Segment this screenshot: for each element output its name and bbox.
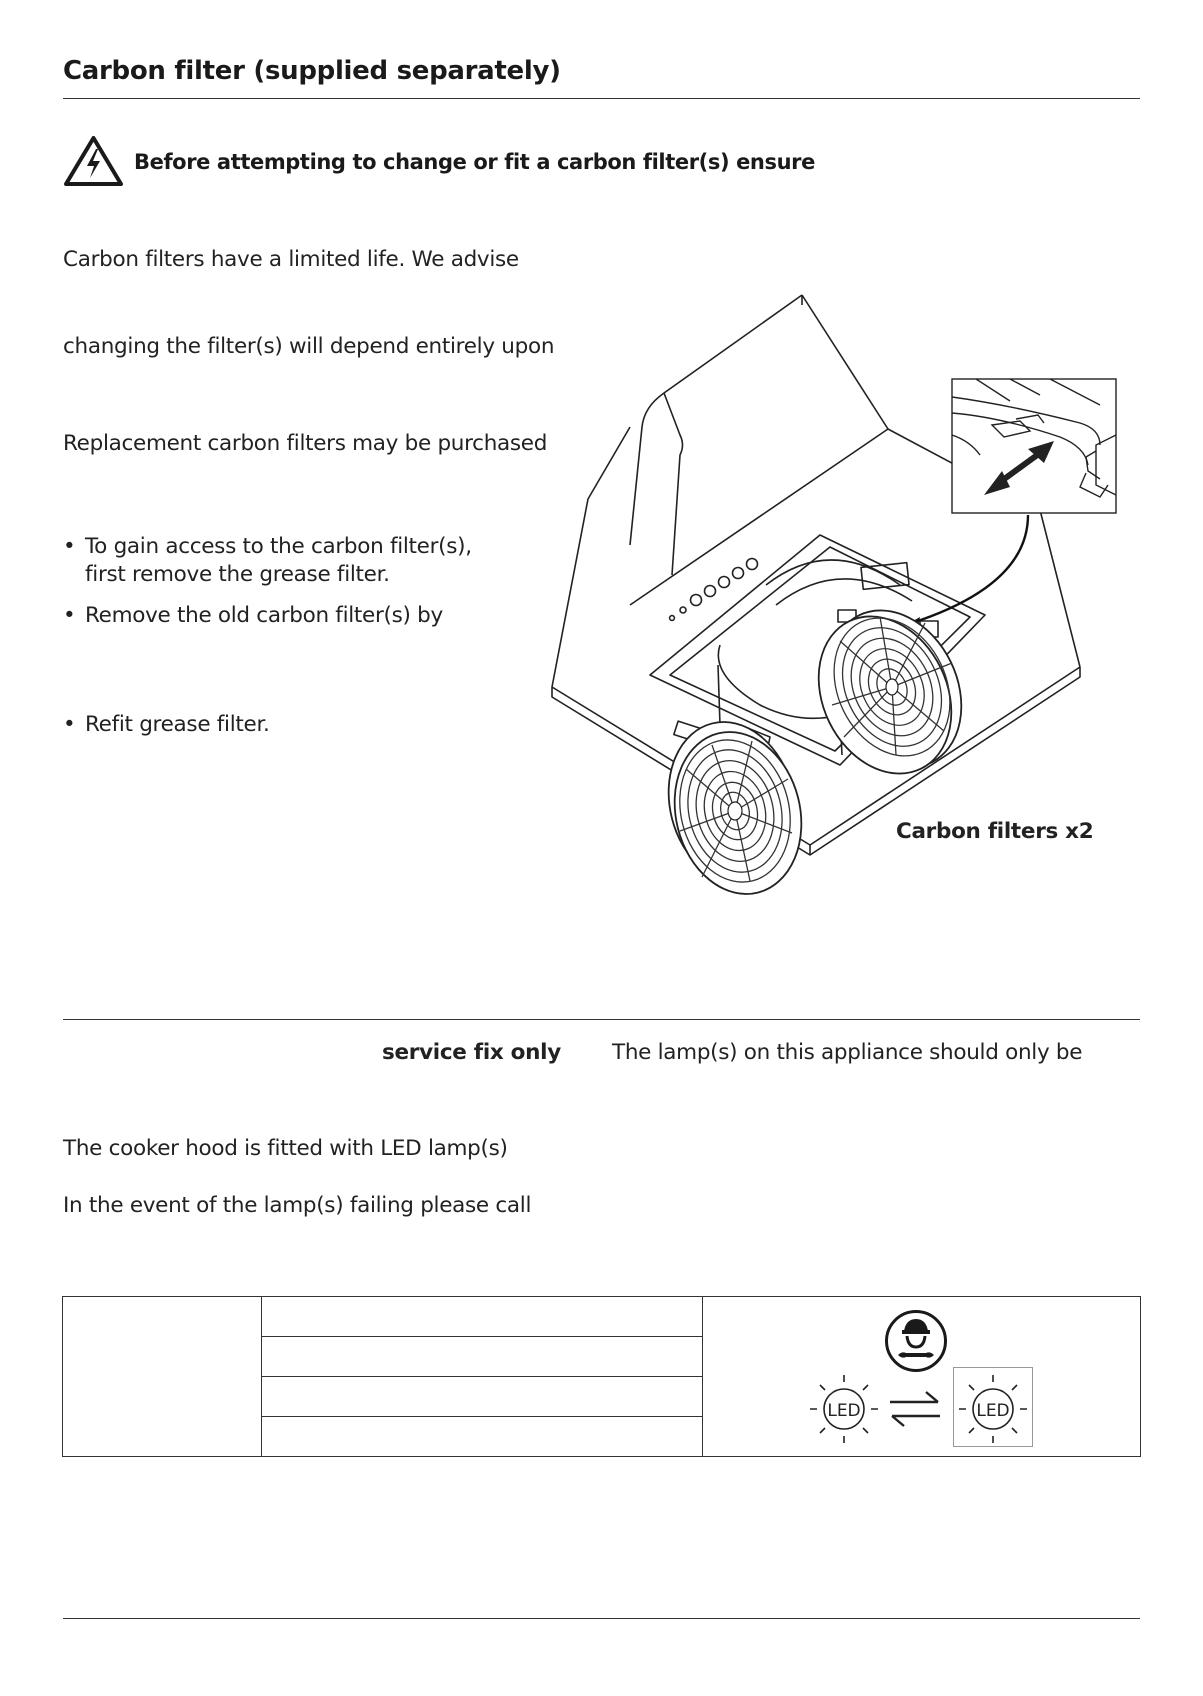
led-label: LED: [827, 1401, 861, 1421]
warning-text: Before attempting to change or fit a carbon filter(s) ensure: [134, 150, 815, 174]
service-engineer-icon: [884, 1309, 948, 1373]
list-item-line: first remove the grease filter.: [85, 562, 390, 587]
table-cell: [262, 1377, 703, 1417]
swap-arrows-icon: [888, 1389, 942, 1429]
carbon-para-life: Carbon filters have a limited life. We advise: [63, 247, 519, 272]
section-title-carbon-filter: Carbon filter (supplied separately): [63, 56, 561, 86]
lamp-heading-text: The lamp(s) on this appliance should only be: [612, 1040, 1083, 1065]
lamp-para-led: The cooker hood is fitted with LED lamp(s): [63, 1136, 508, 1161]
table-cell: [262, 1417, 703, 1457]
list-item-line: To gain access to the carbon filter(s),: [85, 534, 472, 559]
list-item: [63, 533, 523, 593]
section-divider: [63, 1019, 1140, 1020]
carbon-para-replacement: Replacement carbon filters may be purchased: [63, 431, 548, 456]
table-cell: [262, 1297, 703, 1337]
bullet-dot: •: [63, 712, 76, 737]
list-item: [63, 602, 523, 632]
footer-divider: [63, 1618, 1140, 1619]
led-lamp-icon: [806, 1371, 882, 1447]
electric-hazard-warning-icon: [63, 135, 124, 188]
table-cell: [63, 1297, 262, 1457]
carbon-para-changing: changing the filter(s) will depend entirely upon: [63, 334, 555, 359]
led-label: LED: [976, 1401, 1010, 1421]
lamp-heading-service-fix: service fix only: [382, 1040, 561, 1065]
figure-label-carbon-filters: Carbon filters x2: [896, 819, 1094, 844]
table-cell: [262, 1337, 703, 1377]
list-item-line: Refit grease filter.: [85, 712, 270, 737]
list-item: [63, 711, 523, 741]
cooker-hood-carbon-filter-illustration: [540, 285, 1140, 905]
title-divider: [63, 98, 1140, 99]
lamp-para-failing: In the event of the lamp(s) failing please call: [63, 1193, 532, 1218]
list-item-line: Remove the old carbon filter(s) by: [85, 603, 443, 628]
bullet-dot: •: [63, 603, 76, 628]
led-lamp-icon: [955, 1371, 1031, 1447]
bullet-dot: •: [63, 534, 76, 559]
